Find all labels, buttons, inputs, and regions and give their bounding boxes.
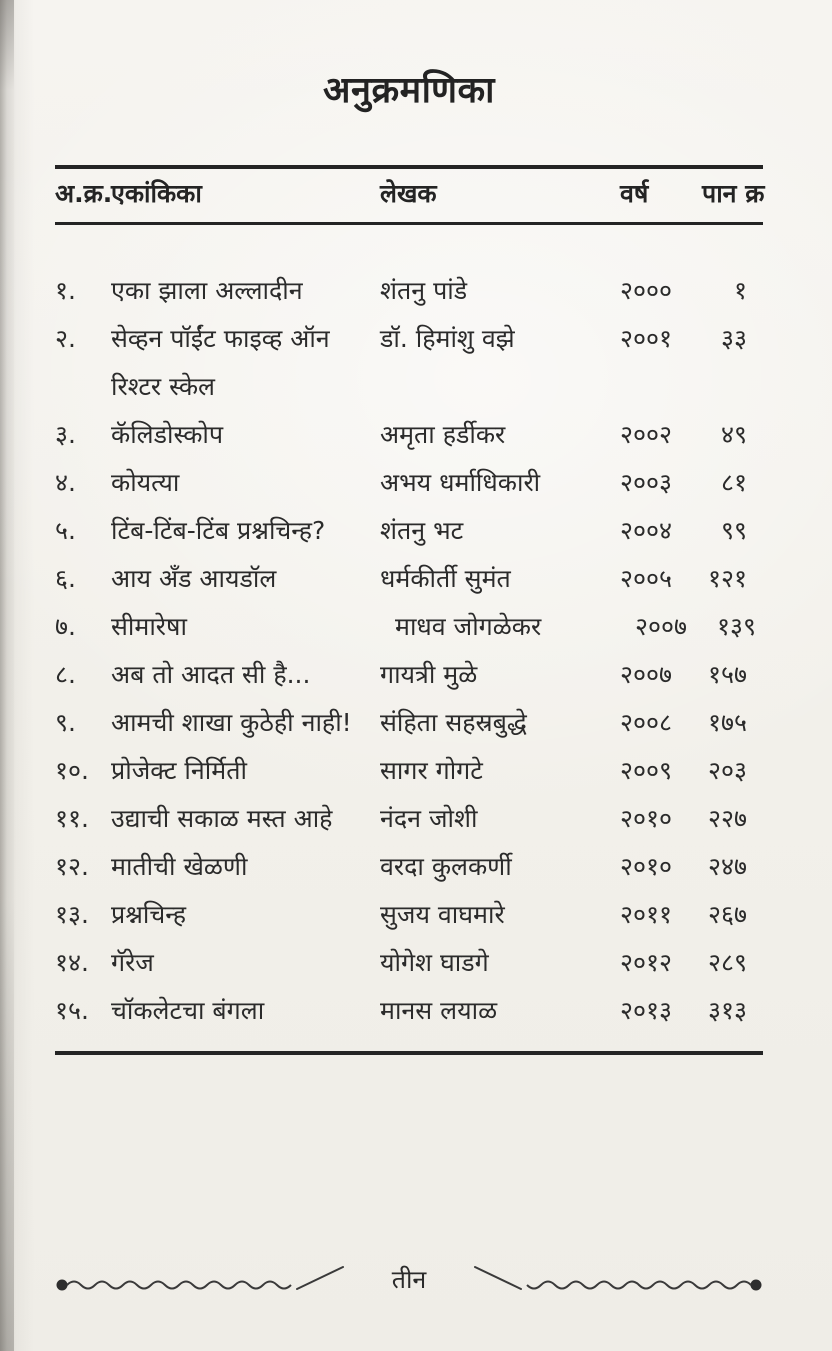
row-page-no: १७५ — [707, 708, 747, 737]
table-row — [55, 747, 763, 795]
row-play-title-line2: रिश्टर स्केल — [111, 372, 215, 401]
row-serial-no: ९. — [55, 708, 76, 737]
row-serial-no: ७. — [55, 612, 76, 641]
row-serial-no: १२. — [55, 852, 89, 881]
row-year: २००१ — [620, 324, 673, 353]
row-page-no: ३३ — [720, 324, 747, 353]
row-play-title — [111, 603, 380, 651]
row-year: २०११ — [620, 900, 673, 929]
table-row — [55, 507, 763, 555]
row-page-no: २२७ — [707, 804, 747, 833]
row-serial-no: ४. — [55, 468, 76, 497]
toc-header-row — [55, 165, 763, 225]
row-play-title — [111, 843, 380, 891]
table-row — [55, 315, 763, 411]
row-author: मानस लयाळ — [380, 996, 498, 1025]
row-play-title — [111, 267, 380, 315]
row-page-no: ३१३ — [707, 996, 747, 1025]
row-author: योगेश घाडगे — [380, 948, 489, 977]
row-play-title — [111, 411, 380, 459]
row-year: २००५ — [620, 564, 673, 593]
row-page-no: ४९ — [720, 420, 747, 449]
row-year: २००७ — [635, 612, 688, 641]
row-page-no: ८१ — [720, 468, 747, 497]
table-row — [55, 987, 763, 1035]
page-number-label: तीन — [391, 1265, 427, 1294]
footer-dot-icon — [57, 1280, 68, 1291]
row-year: २००२ — [620, 420, 673, 449]
row-serial-no: ६. — [55, 564, 76, 593]
row-play-title-line1: आय अँड आयडॉल — [111, 564, 277, 593]
row-page-no: १५७ — [707, 660, 747, 689]
row-play-title — [111, 747, 380, 795]
page-title: अनुक्रमणिका — [323, 70, 495, 111]
row-play-title — [111, 939, 380, 987]
row-page-no: ९९ — [720, 516, 747, 545]
row-page-no: २८९ — [707, 948, 747, 977]
row-serial-no: १०. — [55, 756, 89, 785]
row-year: २००३ — [620, 468, 673, 497]
row-author: सागर गोगटे — [380, 756, 483, 785]
row-play-title-line1: प्रश्नचिन्ह — [111, 900, 187, 929]
row-play-title — [111, 555, 380, 603]
table-row — [55, 939, 763, 987]
row-play-title-line1: कॅलिडोस्कोप — [111, 420, 224, 449]
row-author: नंदन जोशी — [380, 804, 478, 833]
row-author: माधव जोगळेकर — [395, 612, 542, 641]
row-author: शंतनु भट — [380, 516, 464, 545]
toc-body — [55, 225, 763, 1055]
row-play-title-line1: मातीची खेळणी — [111, 852, 248, 881]
footer-dot-icon — [751, 1280, 762, 1291]
table-row — [55, 603, 763, 651]
table-row — [55, 651, 763, 699]
row-year: २००९ — [620, 756, 673, 785]
row-serial-no: २. — [55, 324, 76, 353]
row-play-title-line1: प्रोजेक्ट निर्मिती — [111, 756, 247, 785]
toc-table — [55, 165, 763, 1055]
row-play-title — [111, 651, 380, 699]
row-author: गायत्री मुळे — [380, 660, 478, 689]
row-play-title — [111, 795, 380, 843]
row-page-no: २०३ — [707, 756, 747, 785]
row-year: २०१० — [620, 804, 673, 833]
table-row — [55, 891, 763, 939]
row-author: अभय धर्माधिकारी — [380, 468, 541, 497]
row-author: धर्मकीर्ती सुमंत — [380, 564, 511, 593]
row-play-title — [111, 315, 380, 411]
row-play-title-line1: चॉकलेटचा बंगला — [111, 996, 265, 1025]
row-page-no: १३९ — [717, 612, 757, 641]
row-play-title — [111, 507, 380, 555]
row-year: २०१० — [620, 852, 673, 881]
row-year: २००७ — [620, 660, 673, 689]
table-row — [55, 267, 763, 315]
header-page-no: पान क्र — [702, 179, 765, 208]
row-serial-no: ३. — [55, 420, 76, 449]
table-row — [55, 843, 763, 891]
row-play-title-line1: सीमारेषा — [111, 612, 187, 641]
row-page-no: १ — [733, 276, 747, 305]
row-play-title — [111, 987, 380, 1035]
header-serial-no: अ.क्र. — [55, 179, 113, 208]
wavy-rule-right-icon — [471, 1262, 763, 1296]
row-play-title-line1: कोयत्या — [111, 468, 180, 497]
header-play-title: एकांकिका — [111, 179, 202, 208]
row-serial-no: ५. — [55, 516, 76, 545]
row-author: अमृता हर्डीकर — [380, 420, 506, 449]
row-year: २००४ — [620, 516, 673, 545]
row-author: डॉ. हिमांशु वझे — [380, 324, 515, 353]
row-play-title-line1: गॅरेज — [111, 948, 154, 977]
row-year: २०१३ — [620, 996, 673, 1025]
table-row — [55, 555, 763, 603]
table-row — [55, 411, 763, 459]
row-serial-no: ११. — [55, 804, 89, 833]
row-page-no: २४७ — [707, 852, 747, 881]
row-play-title-line1: आमची शाखा कुठेही नाही! — [111, 708, 352, 737]
row-author: वरदा कुलकर्णी — [380, 852, 512, 881]
wavy-rule-left-icon — [55, 1262, 347, 1296]
row-author: शंतनु पांडे — [380, 276, 468, 305]
row-play-title — [111, 891, 380, 939]
row-author: सुजय वाघमारे — [380, 900, 505, 929]
row-play-title — [111, 459, 380, 507]
row-serial-no: १३. — [55, 900, 89, 929]
header-author: लेखक — [380, 179, 437, 208]
row-author: संहिता सहस्रबुद्धे — [380, 708, 527, 737]
row-play-title-line1: सेव्हन पॉईंट फाइव्ह ऑन — [111, 324, 330, 353]
table-row — [55, 459, 763, 507]
row-page-no: १२१ — [707, 564, 747, 593]
row-year: २००० — [620, 276, 673, 305]
row-play-title-line1: अब तो आदत सी है... — [111, 660, 311, 689]
row-page-no: २६७ — [707, 900, 747, 929]
row-year: २००८ — [620, 708, 673, 737]
row-serial-no: १. — [55, 276, 76, 305]
table-row — [55, 699, 763, 747]
page-footer — [55, 1256, 763, 1302]
row-play-title-line1: टिंब-टिंब-टिंब प्रश्नचिन्ह? — [111, 516, 326, 545]
row-serial-no: १४. — [55, 948, 89, 977]
table-row — [55, 795, 763, 843]
row-play-title — [111, 699, 380, 747]
row-serial-no: १५. — [55, 996, 89, 1025]
row-play-title-line1: उद्याची सकाळ मस्त आहे — [111, 804, 333, 833]
row-year: २०१२ — [620, 948, 673, 977]
row-play-title-line1: एका झाला अल्लादीन — [111, 276, 303, 305]
row-serial-no: ८. — [55, 660, 76, 689]
header-year: वर्ष — [620, 179, 649, 208]
